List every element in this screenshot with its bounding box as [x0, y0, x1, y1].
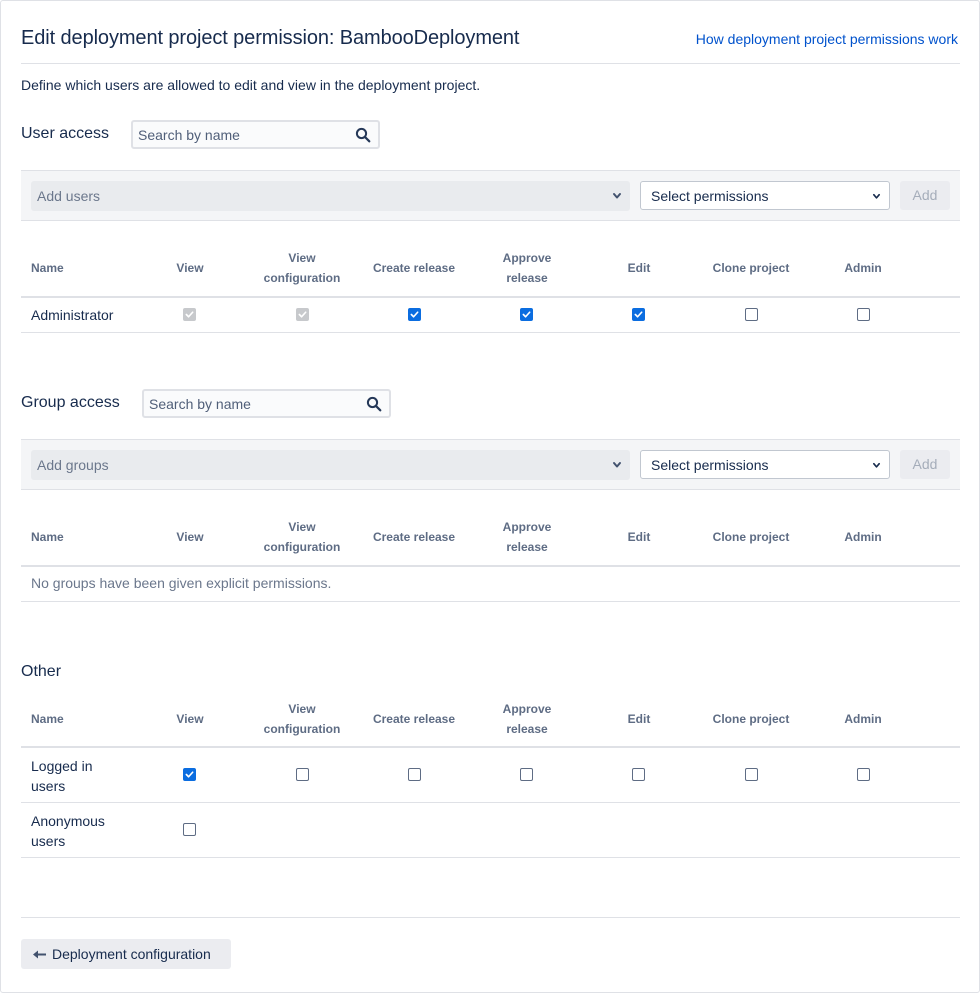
group-search-input[interactable] — [149, 395, 359, 413]
checkbox-view-configuration — [296, 308, 309, 321]
group-access-heading: Group access — [21, 394, 120, 411]
column-header-create-release: Create release — [372, 261, 456, 275]
add-users-picker[interactable] — [31, 181, 630, 211]
column-header-clone-project: Clone project — [712, 530, 790, 544]
user-search-box — [131, 120, 380, 149]
checkbox-create-release[interactable] — [408, 768, 421, 781]
back-to-deployment-configuration-button[interactable] — [21, 939, 231, 969]
column-header-create-release: Create release — [372, 530, 456, 544]
checkbox-view[interactable] — [183, 768, 196, 781]
column-header-name: Name — [31, 530, 64, 544]
row-divider — [21, 601, 960, 602]
group-search-box — [142, 389, 391, 418]
search-icon[interactable] — [355, 127, 371, 143]
add-groups-bar — [21, 439, 960, 490]
chevron-down-icon — [872, 192, 881, 201]
user-access-heading: User access — [21, 125, 110, 142]
column-header-view-configuration: View configuration — [263, 251, 341, 285]
checkbox-view — [183, 308, 196, 321]
checkbox-clone-project[interactable] — [745, 308, 758, 321]
column-header-clone-project: Clone project — [712, 712, 790, 726]
user-search-input[interactable] — [138, 126, 348, 144]
checkbox-clone-project[interactable] — [745, 768, 758, 781]
column-header-edit: Edit — [627, 712, 651, 726]
column-header-view: View — [176, 261, 204, 275]
column-header-name: Name — [31, 712, 64, 726]
check-icon — [185, 310, 194, 319]
row-divider — [21, 802, 960, 803]
groups-empty-message: No groups have been given explicit permissions. — [31, 575, 332, 591]
row-divider — [21, 332, 960, 333]
checkbox-view-configuration[interactable] — [296, 768, 309, 781]
add-groups-picker[interactable] — [31, 450, 630, 480]
check-icon — [185, 770, 194, 779]
back-button-label: Deployment configuration — [52, 946, 211, 962]
table-header-divider — [21, 296, 960, 298]
add-group-button[interactable]: Add — [900, 450, 950, 479]
add-users-placeholder: Add users — [37, 188, 101, 204]
user-permissions-placeholder: Select permissions — [651, 188, 769, 204]
column-header-edit: Edit — [627, 261, 651, 275]
footer-divider — [21, 917, 960, 918]
row-name-anonymous-users: Anonymous users — [31, 813, 105, 849]
add-user-button[interactable]: Add — [900, 181, 950, 210]
column-header-admin: Admin — [844, 712, 882, 726]
column-header-clone-project: Clone project — [712, 261, 790, 275]
column-header-view: View — [176, 530, 204, 544]
check-icon — [522, 310, 531, 319]
search-icon[interactable] — [366, 396, 382, 412]
check-icon — [298, 310, 307, 319]
other-heading: Other — [21, 663, 62, 680]
add-users-bar — [21, 170, 960, 221]
checkbox-view[interactable] — [183, 823, 196, 836]
checkbox-edit[interactable] — [632, 308, 645, 321]
arrow-left-icon — [33, 950, 47, 959]
add-groups-placeholder: Add groups — [37, 457, 109, 473]
column-header-name: Name — [31, 261, 64, 275]
row-name-logged-in-users: Logged in users — [31, 758, 93, 794]
column-header-view: View — [176, 712, 204, 726]
column-header-view-configuration: View configuration — [263, 520, 341, 554]
user-permissions-select[interactable] — [640, 181, 890, 210]
group-permissions-select[interactable] — [640, 450, 890, 479]
row-name-administrator: Administrator — [31, 307, 114, 323]
help-link[interactable]: How deployment project permissions work — [695, 31, 958, 47]
column-header-approve-release: Approve release — [502, 702, 552, 736]
column-header-approve-release: Approve release — [502, 520, 552, 554]
page-title: Edit deployment project permission: BambooDeployment — [21, 27, 520, 49]
column-header-approve-release: Approve release — [502, 251, 552, 285]
chevron-down-icon — [612, 460, 622, 470]
header-divider — [21, 63, 960, 64]
column-header-edit: Edit — [627, 530, 651, 544]
table-header-divider — [21, 746, 960, 748]
chevron-down-icon — [872, 461, 881, 470]
checkbox-create-release[interactable] — [408, 308, 421, 321]
row-divider — [21, 857, 960, 858]
checkbox-admin[interactable] — [857, 768, 870, 781]
page-description: Define which users are allowed to edit and view in the deployment project. — [21, 77, 481, 93]
checkbox-edit[interactable] — [632, 768, 645, 781]
check-icon — [634, 310, 643, 319]
checkbox-approve-release[interactable] — [520, 768, 533, 781]
column-header-view-configuration: View configuration — [263, 702, 341, 736]
column-header-create-release: Create release — [372, 712, 456, 726]
group-permissions-placeholder: Select permissions — [651, 457, 769, 473]
column-header-admin: Admin — [844, 261, 882, 275]
column-header-admin: Admin — [844, 530, 882, 544]
chevron-down-icon — [612, 191, 622, 201]
checkbox-approve-release[interactable] — [520, 308, 533, 321]
check-icon — [410, 310, 419, 319]
table-header-divider — [21, 565, 960, 567]
checkbox-admin[interactable] — [857, 308, 870, 321]
